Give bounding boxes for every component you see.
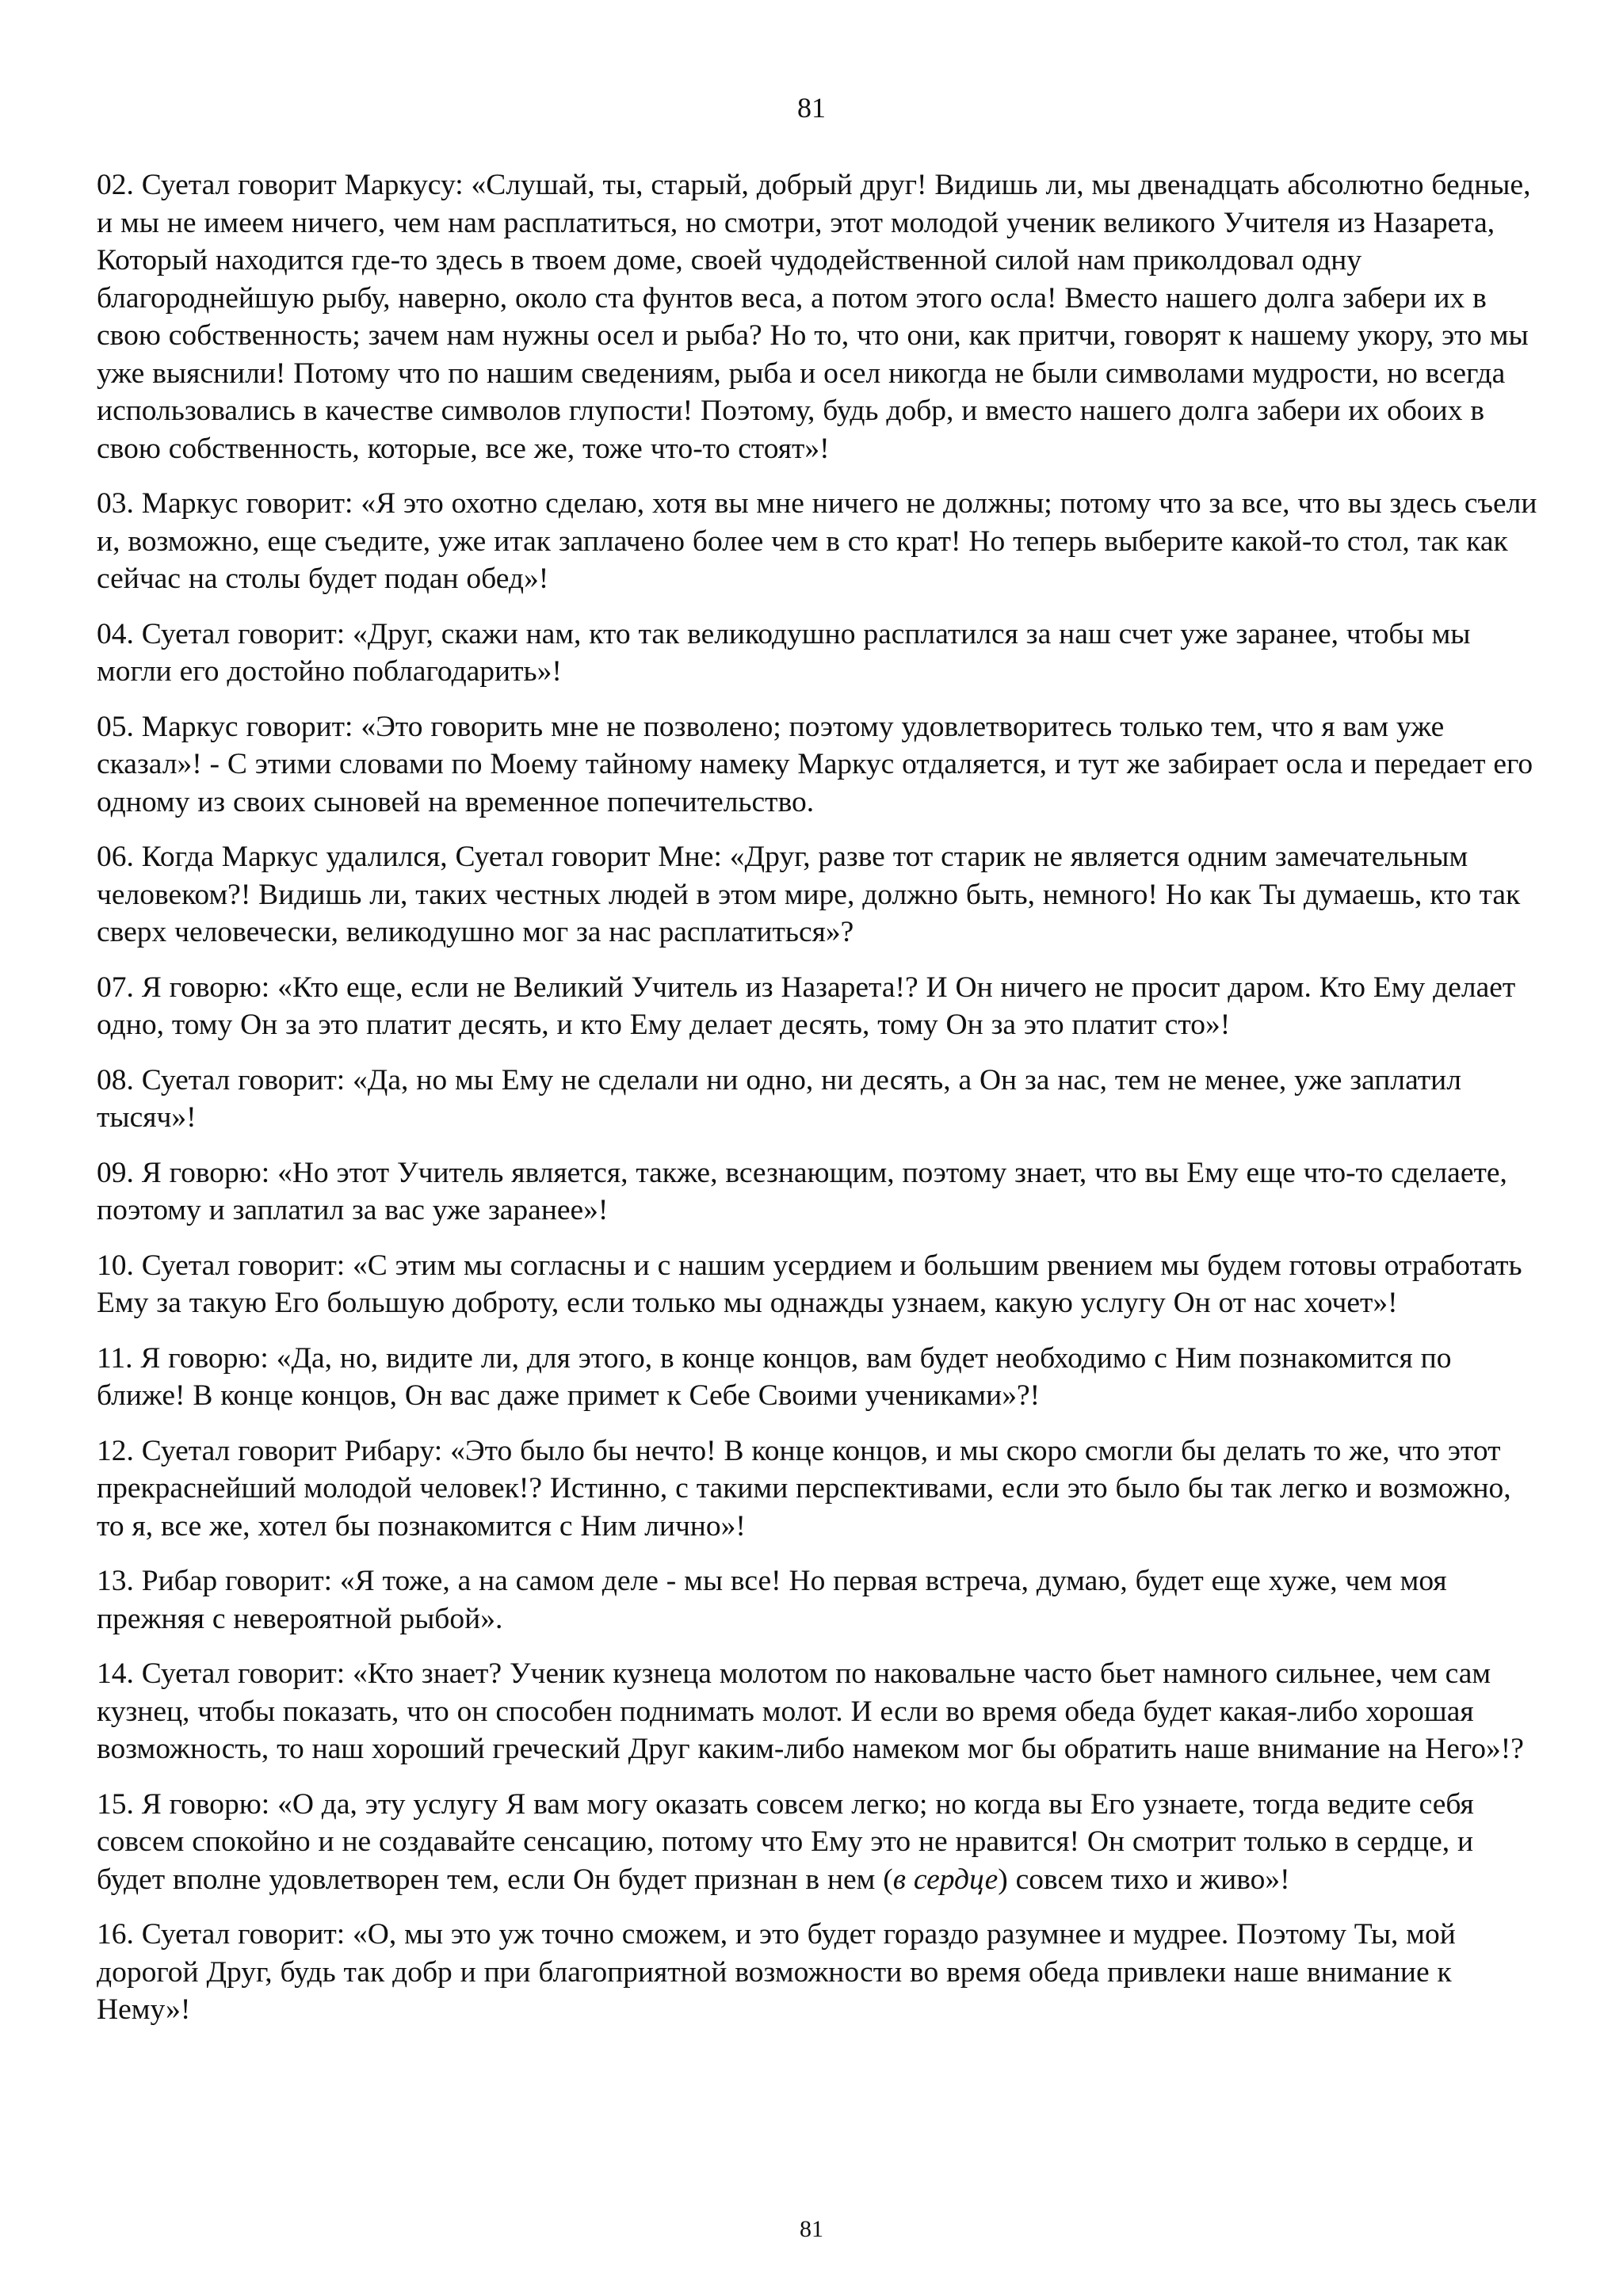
paragraph-15 — [97, 1786, 1539, 1899]
page-number-top: 81 — [797, 92, 826, 124]
paragraph-02: 02. Суетал говорит Маркусу: «Слушай, ты, старый, добрый друг! Видишь ли, мы двенадцать абсолютно бедные, и мы не имеем ничего, чем нам расплатиться, но смотри, этот молодой ученик великого Учителя из Назарета, Который находится где-то здесь в твоем доме, своей чудодейственной силой нам приколдовал одну благороднейшую рыбу, наверно, около ста фунтов веса, а потом этого осла! Вместо нашего долга забери их в свою собственность; зачем нам нужны осел и рыба? Но то, что они, как притчи, говорят к нашему укору, это мы уже выяснили! Потому что по нашим сведениям, рыба и осел никогда не были символами мудрости, но всегда использовались в качестве символов глупости! Поэтому, будь добр, и вместо нашего долга забери их обоих в свою собственность, которые, все же, тоже что-то стоят»! — [97, 169, 1531, 465]
paragraph-03: 03. Маркус говорит: «Я это охотно сделаю, хотя вы мне ничего не должны; потому что за все, что вы здесь съели и, возможно, еще съедите, уже итак заплачено более чем в сто крат! Но теперь выберите какой-то стол, так как сейчас на столы будет подан обед»! — [97, 487, 1537, 595]
paragraph-13: 13. Рибар говорит: «Я тоже, а на самом деле - мы все! Но первая встреча, думаю, будет еще хуже, чем моя прежняя с невероятной рыбой». — [97, 1565, 1447, 1635]
paragraph-11: 11. Я говорю: «Да, но, видите ли, для этого, в конце концов, вам будет необходимо с Ним познакомится по ближе! В конце концов, Он вас даже примет к Себе Своими учениками»?! — [97, 1341, 1452, 1412]
page-body — [97, 166, 1539, 2046]
paragraph-15-italic: в сердце — [892, 1863, 999, 1896]
paragraph-09: 09. Я говорю: «Но этот Учитель является, также, всезнающим, поэтому знает, что вы Ему еще что-то сделаете, поэтому и заплатил за вас уже заранее»! — [97, 1156, 1507, 1226]
paragraph-15-text-before: 15. Я говорю: «О да, эту услугу Я вам могу оказать совсем легко; но когда вы Его узнаете, тогда ведите себя совсем спокойно и не создавайте сенсацию, потому что Ему это не нравится! Он смотрит только в сердце, и будет вполне удовлетворен тем, если Он будет признан в нем ( — [97, 1787, 1474, 1896]
paragraph-04: 04. Суетал говорит: «Друг, скажи нам, кто так великодушно расплатился за наш счет уже заранее, чтобы мы могли его достойно поблагодарить»! — [97, 617, 1471, 688]
paragraph-05: 05. Маркус говорит: «Это говорить мне не позволено; поэтому удовлетворитесь только тем, что я вам уже сказал»! - С этими словами по Моему тайному намеку Маркус отдаляется, и тут же забирает осла и передает его одному из своих сыновей на временное попечительство. — [97, 710, 1533, 818]
paragraph-06: 06. Когда Маркус удалился, Суетал говорит Мне: «Друг, разве тот старик не является одним замечательным человеком?! Видишь ли, таких честных людей в этом мире, должно быть, немного! Но как Ты думаешь, кто так сверх человечески, великодушно мог за нас расплатиться»? — [97, 841, 1521, 948]
paragraph-16: 16. Суетал говорит: «О, мы это уж точно сможем, и это будет гораздо разумнее и мудрее. Поэтому Ты, мой дорогой Друг, будь так добр и при благоприятной возможности во время обеда привлеки наше внимание к Нему»! — [97, 1918, 1456, 2026]
paragraph-10: 10. Суетал говорит: «С этим мы согласны и с нашим усердием и большим рвением мы будем готовы отработать Ему за такую Его большую доброту, если только мы однажды узнаем, какую услугу Он от нас хочет»! — [97, 1249, 1522, 1319]
paragraph-15-text-after: ) совсем тихо и живо»! — [998, 1863, 1290, 1896]
paragraph-08: 08. Суетал говорит: «Да, но мы Ему не сделали ни одно, ни десять, а Он за нас, тем не менее, уже заплатил тысяч»! — [97, 1063, 1461, 1134]
page-number-bottom: 81 — [800, 2216, 823, 2242]
paragraph-07: 07. Я говорю: «Кто еще, если не Великий Учитель из Назарета!? И Он ничего не просит даром. Кто Ему делает одно, тому Он за это платит десять, и кто Ему делает десять, тому Он за это платит сто»! — [97, 971, 1516, 1041]
paragraph-14: 14. Суетал говорит: «Кто знает? Ученик кузнеца молотом по наковальне часто бьет намного сильнее, чем сам кузнец, чтобы показать, что он способен поднимать молот. И если во время обеда будет какая-либо хорошая возможность, то наш хороший греческий Друг каким-либо намеком мог бы обратить наше внимание на Него»!? — [97, 1657, 1524, 1765]
paragraph-12: 12. Суетал говорит Рибару: «Это было бы нечто! В конце концов, и мы скоро смогли бы делать то же, что этот прекраснейший молодой человек!? Истинно, с такими перспективами, если это было бы так легко и возможно, то я, все же, хотел бы познакомится с Ним лично»! — [97, 1434, 1511, 1543]
